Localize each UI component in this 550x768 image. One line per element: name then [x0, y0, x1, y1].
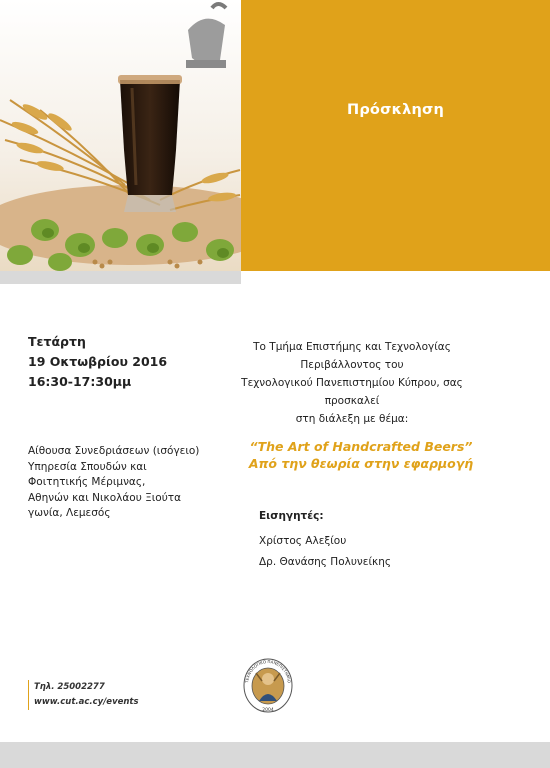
- seal-year: 2004: [262, 708, 274, 713]
- talk-subtitle-line: Από την θεωρία στην εφαρμογή: [248, 456, 474, 471]
- speakers-label: Εισηγητές:: [259, 510, 324, 522]
- event-date-time: [28, 332, 167, 392]
- talk-title: [241, 438, 481, 472]
- speakers-section: [259, 510, 391, 573]
- beer-photo: [0, 0, 241, 284]
- contact-info: [28, 680, 139, 710]
- event-venue: [28, 444, 228, 522]
- speaker-name: Δρ. Θανάσης Πολυνείκης: [259, 556, 392, 568]
- speaker-name: Χρίστος Αλεξίου: [259, 535, 347, 547]
- university-seal-logo: [242, 657, 294, 714]
- venue-line: Φοιτητικής Μέριμνας,: [28, 476, 146, 488]
- photo-bottom-strip: [0, 271, 241, 284]
- invitation-intro: [241, 338, 463, 428]
- title-banner: [241, 0, 550, 271]
- intro-line: Το Τμήμα Επιστήμης και Τεχνολογίας Περιβάλλοντος του: [253, 341, 451, 371]
- venue-line: Υπηρεσία Σπουδών και: [28, 460, 147, 473]
- seal-text: ΤΕΧΝΟΛΟΓΙΚΟ ΠΑΝΕΠΙΣΤΗΜΙΟ: [244, 658, 292, 684]
- intro-line: Τεχνολογικού Πανεπιστημίου Κύπρου, σας προσκαλεί: [241, 377, 463, 407]
- invitation-title: Πρόσκληση: [347, 102, 444, 118]
- venue-line: Αθηνών και Νικολάου Ξιούτα: [28, 491, 182, 504]
- venue-line: γωνία, Λεμεσός: [28, 507, 111, 519]
- footer-bar: [0, 742, 550, 768]
- beer-illustration: [0, 0, 241, 284]
- event-date: 19 Οκτωβρίου 2016: [28, 354, 168, 369]
- venue-line: Αίθουσα Συνεδριάσεων (ισόγειο): [28, 445, 200, 457]
- event-time: 16:30-17:30μμ: [28, 374, 132, 389]
- talk-title-line: “The Art of Handcrafted Beers”: [249, 439, 473, 454]
- phone-number: Τηλ. 25002277: [34, 682, 105, 692]
- website-link[interactable]: www.cut.ac.cy/events: [34, 697, 139, 707]
- event-day: Τετάρτη: [28, 334, 86, 349]
- intro-line: στη διάλεξη με θέμα:: [295, 413, 409, 425]
